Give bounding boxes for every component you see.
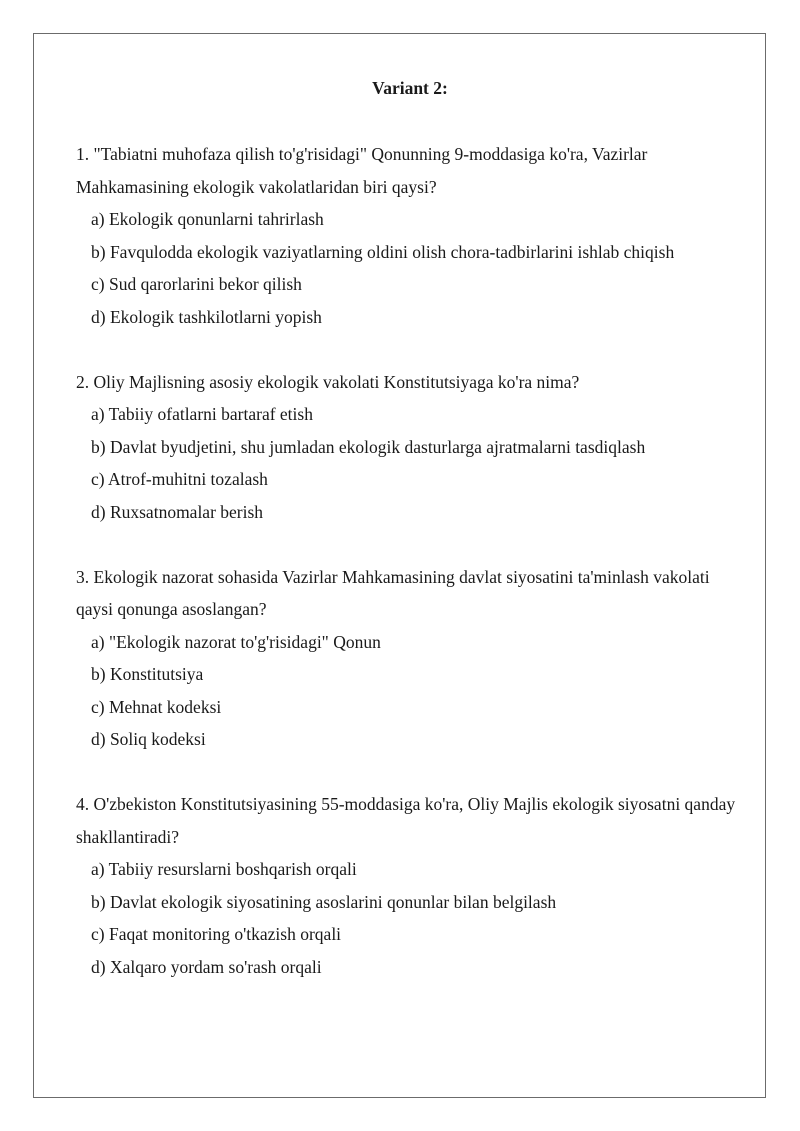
option-d: d) Soliq kodeksi <box>91 729 206 749</box>
option-b: b) Davlat byudjetini, shu jumladan ekologik dasturlarga ajratmalarni tasdiqlash <box>91 436 646 457</box>
option-a: a) Ekologik qonunlarni tahrirlash <box>91 209 324 229</box>
question-text: 3. Ekologik nazorat sohasida Vazirlar Mahkamasining davlat siyosatini ta'minlash vakolati qaysi qonunga asoslangan? <box>76 566 710 619</box>
option-d: d) Xalqaro yordam so'rash orqali <box>91 956 322 977</box>
question-4 <box>76 788 736 983</box>
question-text: 2. Oliy Majlisning asosiy ekologik vakolati Konstitutsiyaga ko'ra nima? <box>76 371 580 392</box>
option-c: c) Mehnat kodeksi <box>91 696 222 717</box>
question-list <box>76 138 736 1016</box>
question-1 <box>76 138 736 333</box>
question-2 <box>76 366 736 529</box>
option-d: d) Ekologik tashkilotlarni yopish <box>91 306 322 327</box>
option-c: c) Faqat monitoring o'tkazish orqali <box>91 924 342 944</box>
option-a: a) Tabiiy resurslarni boshqarish orqali <box>91 859 357 879</box>
option-b: b) Favqulodda ekologik vaziyatlarning oldini olish chora-tadbirlarini ishlab chiqish <box>91 241 675 262</box>
option-b: b) Davlat ekologik siyosatining asoslarini qonunlar bilan belgilash <box>91 891 557 912</box>
option-c: c) Sud qarorlarini bekor qilish <box>91 274 302 294</box>
option-b: b) Konstitutsiya <box>91 664 204 684</box>
option-a: a) "Ekologik nazorat to'g'risidagi" Qonun <box>91 631 381 652</box>
option-c: c) Atrof-muhitni tozalash <box>91 469 268 489</box>
question-3 <box>76 561 736 756</box>
option-a: a) Tabiiy ofatlarni bartaraf etish <box>91 404 313 424</box>
question-text: 4. O'zbekiston Konstitutsiyasining 55-moddasiga ko'ra, Oliy Majlis ekologik siyosatni qanday shakllantiradi? <box>76 794 736 847</box>
option-d: d) Ruxsatnomalar berish <box>91 501 264 522</box>
page-title: Variant 2: <box>372 78 448 98</box>
question-text: 1. "Tabiatni muhofaza qilish to'g'risidagi" Qonunning 9-moddasiga ko'ra, Vazirlar Mahkamasining ekologik vakolatlaridan biri qaysi? <box>76 144 648 197</box>
